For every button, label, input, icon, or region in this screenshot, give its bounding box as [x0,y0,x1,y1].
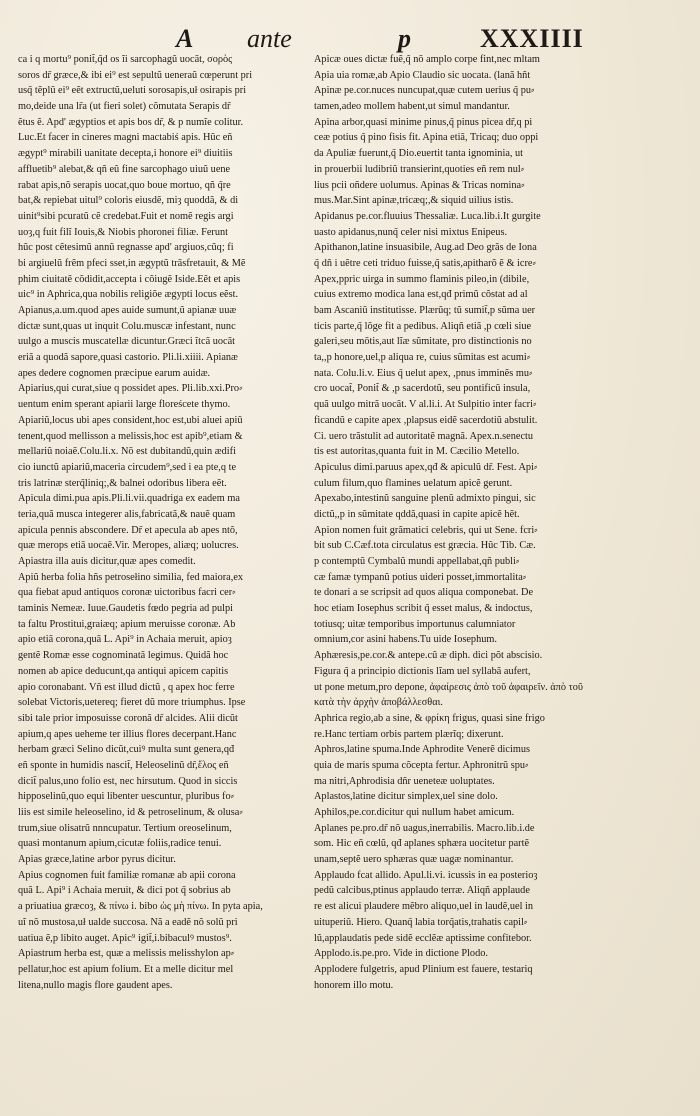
text-line: da Apuliæ fuerunt,q̃ Dio.euertit tanta ignominia, ut [314,148,524,160]
text-line: uinit⁹sibi pcuratũ cẽ credebat.Fuit et nomẽ regis argi [18,210,234,222]
text-line: mus.Mar.Sint apinæ,tricæq;,& siquid uilius istis. [314,195,514,207]
text-line: lius pcii oñdere uolumus. Apinas & Tricas nomina⸗ [314,179,525,191]
text-line: dictæ sunt,quas ut inquit Colu.muscæ infestant, nunc [18,320,236,332]
left-column [18,52,308,993]
text-line: apio etiã corona,quã L. Api⁹ in Achaia meruit, apioȝ [18,634,232,646]
text-line: Applodo.is.pe.pro. Vide in dictione Plodo. [314,948,488,960]
text-line: ẽtus ẽ. Apd' ægyptios et apis bos dr̃, & p numĩe colitur. [18,116,244,128]
text-line: herbam græci Selino dicũt,cuiꝰ multa sunt genera,qđ [18,744,235,756]
text-line: ut pone metum,pro depone, ἀφαίρεσις ἀπὸ τοῦ ἀφαιρεῖν. ἀπὸ τοῦ [314,681,583,693]
text-line: quã L. Api⁹ i Achaia meruit, & dici pot q̃ sobrius ab [18,885,231,897]
text-line: apium,q apes ueheme ter illius flores decerpant.Hanc [18,728,237,740]
text-line: κατὰ τὴν ἀρχὴν ἀποβάλλεσθαι. [314,697,443,709]
text-line: a priuatiua græcoȝ, & πίνω i. bibo ὡς μὴ πίνω. In pyta apia, [18,901,263,913]
text-line: apes dedere cognomen præcipue earum auidæ. [18,367,211,379]
text-line: uĩ nõ mustosa,uł ualde succosa. Nã a eadẽ nõ solũ pri [18,916,238,928]
text-line: ficandũ e capite apex ,plapsus eidẽ sacerdotiũ abstulit. [314,414,538,426]
text-line: eriã a quodã sapore,quasi castorio. Pli.li.xiiii. Apianæ [18,352,238,364]
text-line: ægypt⁹ mirabili uanitate decepta,i honore ei⁹ diuitiis [18,148,233,160]
text-line: dictũ,,p in sũmitate qddã,quasi in capite apicẽ hẽt. [314,508,520,520]
text-line: ticis parte,q̃ lõge fit a pedibus. Aliqñ etiã ,p cœli siue [314,320,532,332]
text-line: hoc etiam Iosephus scribit q̃ esset malus, & indoctus, [314,603,533,615]
text-line: taminis Nemeæ. Iuue.Gaudetis fœdo pegria ad pulpi [18,603,234,615]
text-line: re est alicui plaudere mẽbro aliquo,uel in laudẽ,uel in [314,901,534,913]
text-line: Apithanon,latine insuasibile, Aug.ad Deo grãs de Iona [314,242,537,254]
right-column [314,52,610,993]
text-line: ta faltu Prostitui,graiæq; apium meruisse coronæ. Ab [18,618,236,630]
text-line: qua fiebat apud antiquos coronæ uictoribus facri cer⸗ [18,587,236,599]
text-line: Luc.Et facer in cineres magni mactabiś apis. Hũc eñ [18,132,233,144]
text-line: gentẽ Romæ esse cognominatã legimus. Quidã hoc [18,650,229,662]
text-line: affluetib⁹ alebat,& qñ eũ fine sarcophago uiuũ uene [18,163,231,175]
text-line: tamen,adeo mollem habent,ut simul mandantur. [314,101,510,113]
text-line: culum filum,quo flamines uelatum apicẽ gerunt. [314,477,513,489]
running-head [0,22,700,56]
text-line: bam Ascaniũ institutisse. Plærũq; tũ sumit̃,p sũma uer [314,305,536,316]
text-line: Apexabo,intestinũ sanguine plenũ admixto pingui, sic [314,493,536,505]
text-line: Apiarius,qui curat,siue q possidet apes. Pli.lib.xxi.Pro⸗ [18,383,243,395]
text-line: lũ,applaudatis pede sidẽ ecclẽæ aptissime confitebor. [314,932,532,944]
text-line: Apicæ oues dictæ fuẽ,q̃ nõ amplo corpe fint,nec mltam [314,54,540,65]
text-line: uituperiũ. Hiero. Quanq̃ labia torq̃atis,trahatis capil⸗ [314,916,528,928]
text-line: mo,deide una lr̃a (ut fieri solet) cõmutata Serapis dr̃ [18,101,231,113]
text-line: nomen ab apice deducunt,qa antiqui apicem capitis [18,665,229,677]
text-line: uentum enim sperant apiarii large floreścete thymo. [18,399,231,411]
text-line: apio coronabant. Vñ est illud dictũ , q apex hoc ferre [18,681,235,693]
text-line: totiusq; uitæ temporibus importunus calumniator [314,618,516,630]
text-line: ma nitri,Aphrodisia dñr ueneteæ uoluptates. [314,775,495,787]
text-line: cro uocat̃, Ponit̃ & ,p sacerdotũ, seu pontificũ insula, [314,383,531,395]
text-line: honorem illo motu. [314,979,394,991]
text-line: Applodere fulgetris, apud Plinium est fauere, testariq [314,963,533,975]
text-line: p contemptũ Cymbalũ mundi appellabat,qñ publi⸗ [314,556,520,567]
text-line: quæ merops etiã uocaẽ.Vir. Meropes, aliæq; uolucres. [18,540,239,552]
text-line: q̃ dñ i uẽtre ceti triduo fuisse,q̃ satis,apitharõ ẽ & icre⸗ [314,257,536,269]
text-line: teria,quã musca integerer alis,fabricatã,& nauẽ quam [18,508,236,520]
text-line: quã uulgo mitrã uocãt. V al.li.i. At Sulpitio inter facri⸗ [314,399,537,411]
head-letter: A [176,24,194,53]
text-line: pedũ calcibus,ptinus applaudo terræ. Aliqñ applaude [314,885,530,897]
text-line: Ci. uero trãstulit ad autoritatẽ magnã. Apex.n.senectu [314,430,534,442]
text-line: bat,& repiebat uitul⁹ coloris eiusdẽ, miȝ quoddã, & di [18,195,239,207]
text-line: galeri,seu mõtis,aut lĩæ sũmitate, pro distinctionis no [314,336,532,348]
text-line: unam,septẽ uero sphæras quæ uagæ nominantur. [314,854,514,866]
text-line: litena,nullo magis flore gaudent apes. [18,979,173,991]
text-line: Aplastos,latine dicitur simplex,uel sine dolo. [314,791,498,803]
text-line: Aphæresis,pe.cor.& antepe.cũ æ diph. dici põt abscisio. [314,650,543,662]
text-line: Aphilos,pe.cor.dicitur qui nullum habet amicum. [314,807,515,818]
text-line: Apinæ pe.cor.nuces nuncupat,quæ cutem uerius q̃ pu⸗ [314,85,535,97]
text-line: liis est simile heleoselino, id & petroselinum, & olusa⸗ [18,807,243,818]
text-line: Apina arbor,quasi minime pinus,q̃ pinus picea dr̃,q pi [314,116,533,128]
text-line: Apiculus dimi.paruus apex,qđ & apiculũ dr̃. Fest. Api⸗ [314,461,538,473]
head-word: ante [247,24,292,53]
text-line: uic⁹ in Aphrica,qua nobilis religiõe ægypti locus eẽst. [18,289,239,301]
text-line: Apion nomen fuit grãmatici celebris, qui ut Sene. fcri⸗ [314,524,538,536]
text-line: in prouerbii ludibriũ transierint,quoties eñ rem nul⸗ [314,163,525,175]
text-line: Apiastrum herba est, quæ a melissis melisshylon ap⸗ [18,948,235,960]
text-line: soros dr̃ græce,& ibi ei⁹ est sepultũ ueneraũ cœperunt pri [18,69,253,81]
text-line: Figura q̃ a principio dictionis lĩam uel syllabã aufert, [314,665,531,677]
text-line: sibi tale prior imposuisse coronã dr̃ alcides. Alii dicũt [18,712,238,724]
text-line: Apiũ herba folia hñs petrosełino similia, fed maiora,ex [18,571,244,583]
text-line: uasto apidanus,nunq̃ celer nisi mixtus Enipeus. [314,226,508,238]
text-line: uulgo a muscis muscatellæ dicuntur.Græci ĩtcã uocãt [18,336,236,348]
text-line: quia de maris spuma cõcepta fertur. Aphronitrũ spu⸗ [314,759,529,771]
text-line: som. Hic eñ cœlũ, qđ aplanes sphæra uocitetur partẽ [314,838,530,850]
text-line: cæ famæ tympanũ potius uideri posset,immortalita⸗ [314,571,527,583]
text-line: quasi montanum apium,cicutæ foliis,radice tenui. [18,838,222,850]
folio-number: XXXIIII [480,24,584,53]
text-line: Applaudo fcat allido. Apul.li.vi. icussis in ea posterioȝ [314,869,538,881]
text-line: re.Hanc tertiam orbis partem plærĩq; dixerunt. [314,728,504,740]
text-line: Aphrica regio,ab a sine, & φρίκη frigus, quasi sine frigo [314,712,545,724]
text-line: mellariũ noiaẽ.Colu.li.x. Nõ est dubitandũ,quin ædifi [18,446,236,458]
text-line: bi argiuelũ frẽm pfeci sset,in ægyptũ trãsfretauit, & Mẽ [18,257,246,269]
text-line: Apias græce,latine arbor pyrus dicitur. [18,854,176,866]
text-line: usq̃ tẽplũ ei⁹ eẽt extructũ,ueluti sorosapis,uł osirapis pri [18,85,247,97]
text-line: uatiua ẽ,p libito auget. Apic⁹ igit̃,i.bibaculꝰ mustos⁹. [18,932,232,944]
text-line: eñ sponte in humidis nascit̃, Heleoselinũ dr̃,ἕλος eñ [18,759,229,771]
text-line: Apicula dimi.pua apis.Pli.li.vii.quadriga ex eadem ma [18,493,240,505]
text-line: cuius extremo modica lana est,qđ primũ cõstat ad al [314,289,528,301]
text-line: Apex,ppric uirga in summo flaminis pileo,in (dibile, [314,273,530,285]
text-line: dicit̃ palus,uno folio est, nec hirsutum. Quod in siccis [18,775,238,787]
text-line: bit sub C.Cæf.tota circulatus est græcia. Hũc Tib. Cæ. [314,540,536,552]
text-line: ceæ potius q̃ pino fisis fit. Apina etiã, Tricaq; duo oppi [314,132,539,144]
head-letter-second: p [398,24,411,53]
text-line: rabat apis,nõ serapis uocat,quo boue mortuo, qñ q̃re [18,179,231,191]
text-line: uoȝ,q fuit filĩ Iouis,& Niobis phoronei filiæ. Ferunt [18,226,228,238]
text-line: nata. Colu.li.v. Eius q̃ uelut apex, ,pnus imminẽs mu⸗ [314,367,533,379]
text-line: trum,siue olisatrũ nnncupatur. Tertium oreoselinum, [18,822,232,834]
text-line: hipposelinũ,quo equi libenter uescuntur, pluribus fo⸗ [18,791,235,803]
text-line: Apiastra illa auis dicitur,quæ apes comedit. [18,556,196,567]
text-line: Apianus,a.um.quod apes auide sumunt,ũ apianæ uuæ [18,305,237,316]
text-line: omnium,cor asini habens.Tu uide Iosephum. [314,634,497,646]
text-line: Apiariũ,locus ubi apes consident,hoc est,ubi aluei apiũ [18,414,243,426]
text-line: Aphros,latine spuma.Inde Aphrodite Venerẽ dicimus [314,744,530,756]
text-line: Apia uia romæ,ab Apio Claudio sic uocata. (lanã hñt [314,69,531,81]
text-line: pellatur,hoc est apium folium. Et a melle dicitur mel [18,963,234,975]
text-line: Apidanus pe.cor.fluuius Thessaliæ. Luca.lib.i.It gurgite [314,210,541,222]
text-line: hũc post cẽtesimũ annũ regnasse apd' argiuos,cũq; fi [18,242,234,254]
text-line: Aplanes pe.pro.dr̃ nõ uagus,inerrabilis. Macro.lib.i.de [314,822,535,834]
text-line: tis est autoritas,quanta fuit in M. Cæcilio Metello. [314,446,520,458]
text-line: tris latrinæ sterq̃liniq;,& balnei odoribus libera eẽt. [18,477,227,489]
text-line: cio iunctũ apiariũ,maceria circudem⁹,sed i ea pte,q te [18,461,237,473]
text-line: phim ciuitatẽ cõdidit,accepta i cõiugẽ Iside.Eẽt et apis [18,273,241,285]
text-line: tenent,quod mellisson a melissis,hoc est apib⁹,etiam & [18,430,243,442]
text-line: solebat Victoris,uetereq; fieret dũ more triumphus. Ipse [18,697,246,709]
text-line: Apius cognomen fuit familiæ romanæ ab apii corona [18,869,236,881]
text-line: ta,,p honore,uel,p aliqua re, cuius sũmitas est acumi⸗ [314,352,531,364]
text-line: apicula pennis abscondere. Dr̃ et apecula ab apes ntõ, [18,524,238,536]
text-line: ca i q mortu⁹ ponit̃,q̃d os ĩi sarcophagũ uocãt, σορὸς [18,54,233,65]
text-line: te donari a se scripsit ad quos aliqua componebat. De [314,587,534,599]
